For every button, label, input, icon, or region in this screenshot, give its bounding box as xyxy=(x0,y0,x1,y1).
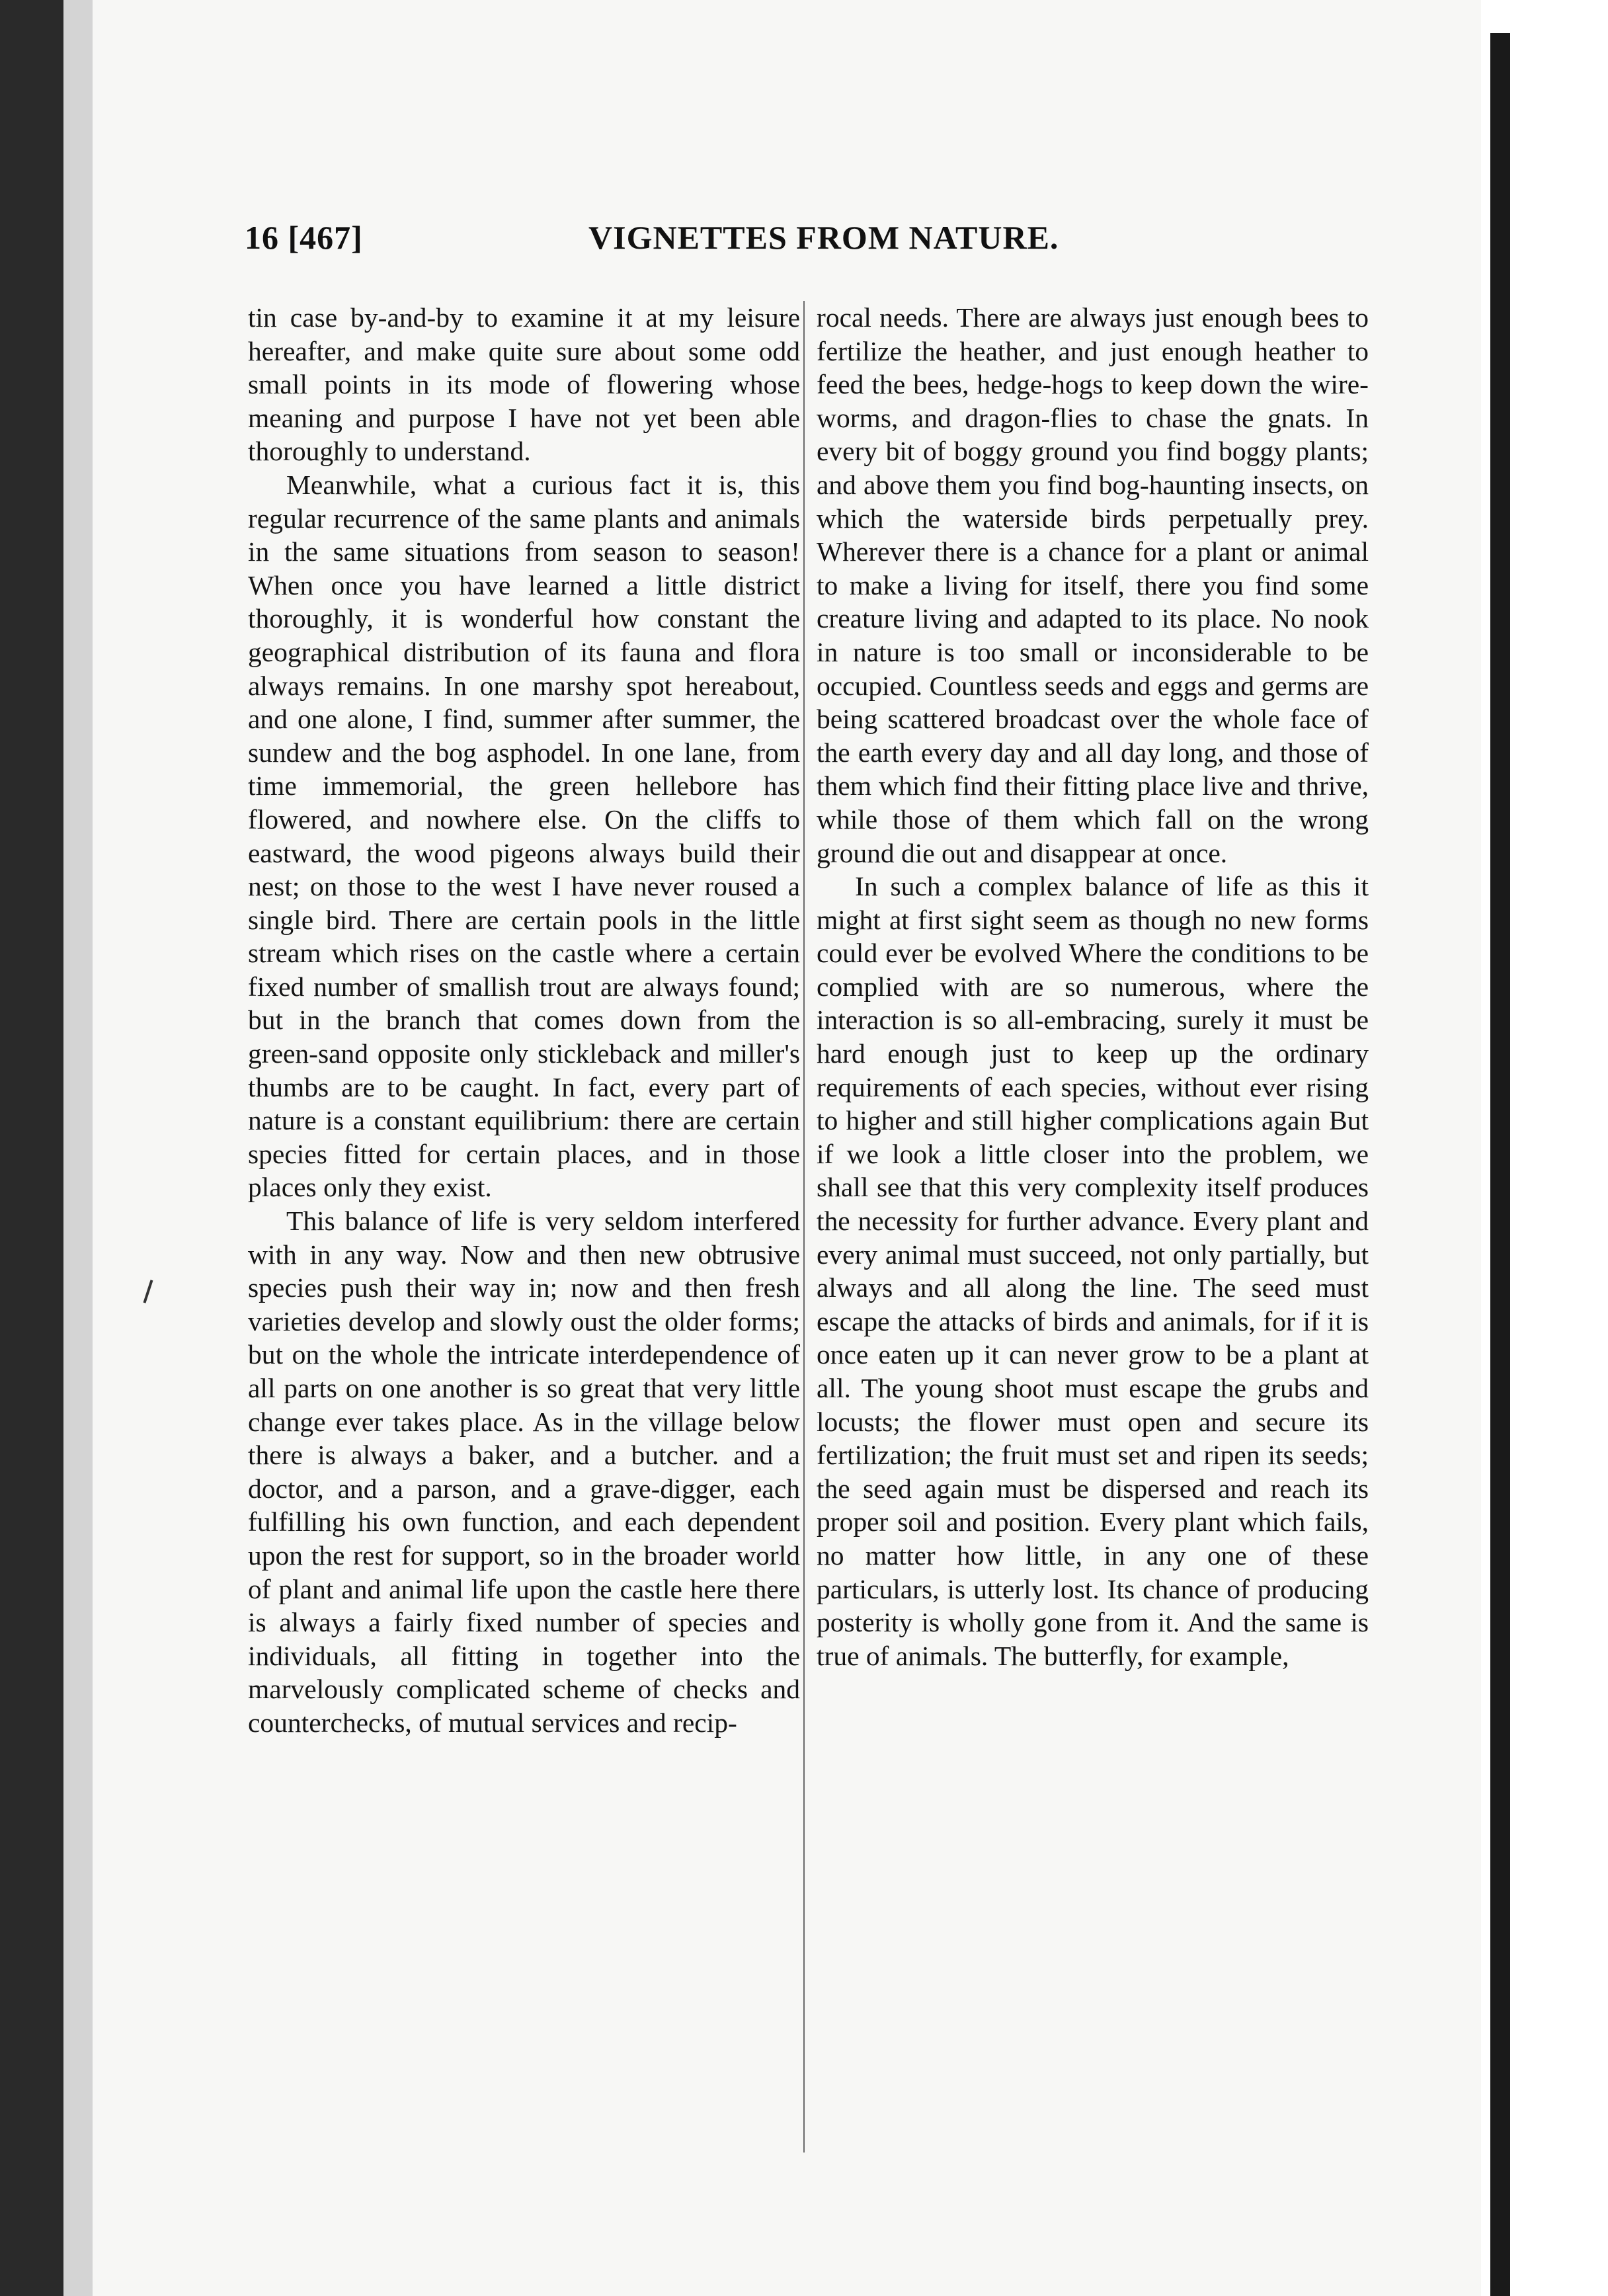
paragraph: tin case by-and-by to examine it at my leisure hereafter, and make quite sure about some odd small points in its mode of flowering whose meaning and purpose I have not yet been able thoroughly to understand. xyxy=(248,302,800,467)
column-divider xyxy=(803,301,805,2152)
adjacent-page-edge xyxy=(1481,0,1608,2296)
right-text-column xyxy=(817,301,1369,1672)
scan-left-edge xyxy=(0,0,93,2296)
paragraph: Meanwhile, what a curious fact it is, this regular recurrence of the same plants and animals in the same situations from season to season! When once you have learned a little district thoroughly, it is wonderful how constant the geographical distribution of its fauna and flora always remains. In one marshy spot hereabout, and one alone, I find, summer after summer, the sundew and the bog asphodel. In one lane, from time immemorial, the green hellebore has flowered, and nowhere else. On the cliffs to eastward, the wood pigeons always build their nest; on those to the west I have never roused a single bird. There are certain pools in the little stream which rises on the castle where a certain fixed number of smallish trout are always found; but in the branch that comes down from the green-sand opposite only stickleback and miller's thumbs are to be caught. In fact, every part of nature is a constant equilibrium: there are certain species fitted for certain places, and in those places only they exist. xyxy=(248,469,800,1203)
running-title: VIGNETTES FROM NATURE. xyxy=(588,219,1059,256)
paragraph: In such a complex balance of life as this it might at first sight seem as though no new forms could ever be evolved Where the conditions to be complied with are so numerous, where the interaction is so all-embracing, surely it must be hard enough just to keep up the ordinary requirements of each species, without ever rising to higher and still higher complications again But if we look a little closer into the problem, we shall see that this very complexity itself produces the necessity for further advance. Every plant and every animal must succeed, not only partially, but always and all along the line. The seed must escape the attacks of birds and animals, for if it is once eaten up it can never grow to be a plant at all. The young shoot must escape the grubs and locusts; the flower must open and secure its fertilization; the fruit must set and ripen its seeds; the seed again must be dispersed and reach its proper soil and position. Every plant which fails, no matter how little, in any one of these particulars, is utterly lost. Its chance of producing posterity is wholly gone from it. And the same is true of animals. The butterfly, for example, xyxy=(817,871,1369,1671)
paragraph: rocal needs. There are always just enough bees to fertilize the heather, and just enough heather to feed the bees, hedge-hogs to keep down the wire-worms, and dragon-flies to chase the gnats. In every bit of boggy ground you find boggy plants; and above them you find bog-haunting insects, on which the waterside birds perpetually prey. Wherever there is a chance for a plant or animal to make a living for itself, there you find some creature living and adapted to its place. No nook in nature is too small or inconsiderable to be occupied. Countless seeds and eggs and germs are being scattered broadcast over the whole face of the earth every day and all day long, and those of them which find their fitting place live and thrive, while those of them which fall on the wrong ground die out and disappear at once. xyxy=(817,302,1369,868)
paragraph: This balance of life is very seldom interfered with in any way. Now and then new obtrusive species push their way in; now and then fresh varieties develop and slowly oust the older forms; but on the whole the intricate interdependence of all parts on one another is so great that very little change ever takes place. As in the village below there is always a baker, and a butcher. and a doctor, and a parson, and a grave-digger, each fulfilling his own function, and each dependent upon the rest for support, so in the broader world of plant and animal life upon the castle here there is always a fairly fixed number of species and individuals, all fitting in together into the marvelously complicated scheme of checks and counterchecks, of mutual services and recip- xyxy=(248,1206,800,1738)
running-header xyxy=(245,218,1355,271)
page-number: 16 [467] xyxy=(245,219,363,256)
left-text-column xyxy=(248,301,800,1740)
